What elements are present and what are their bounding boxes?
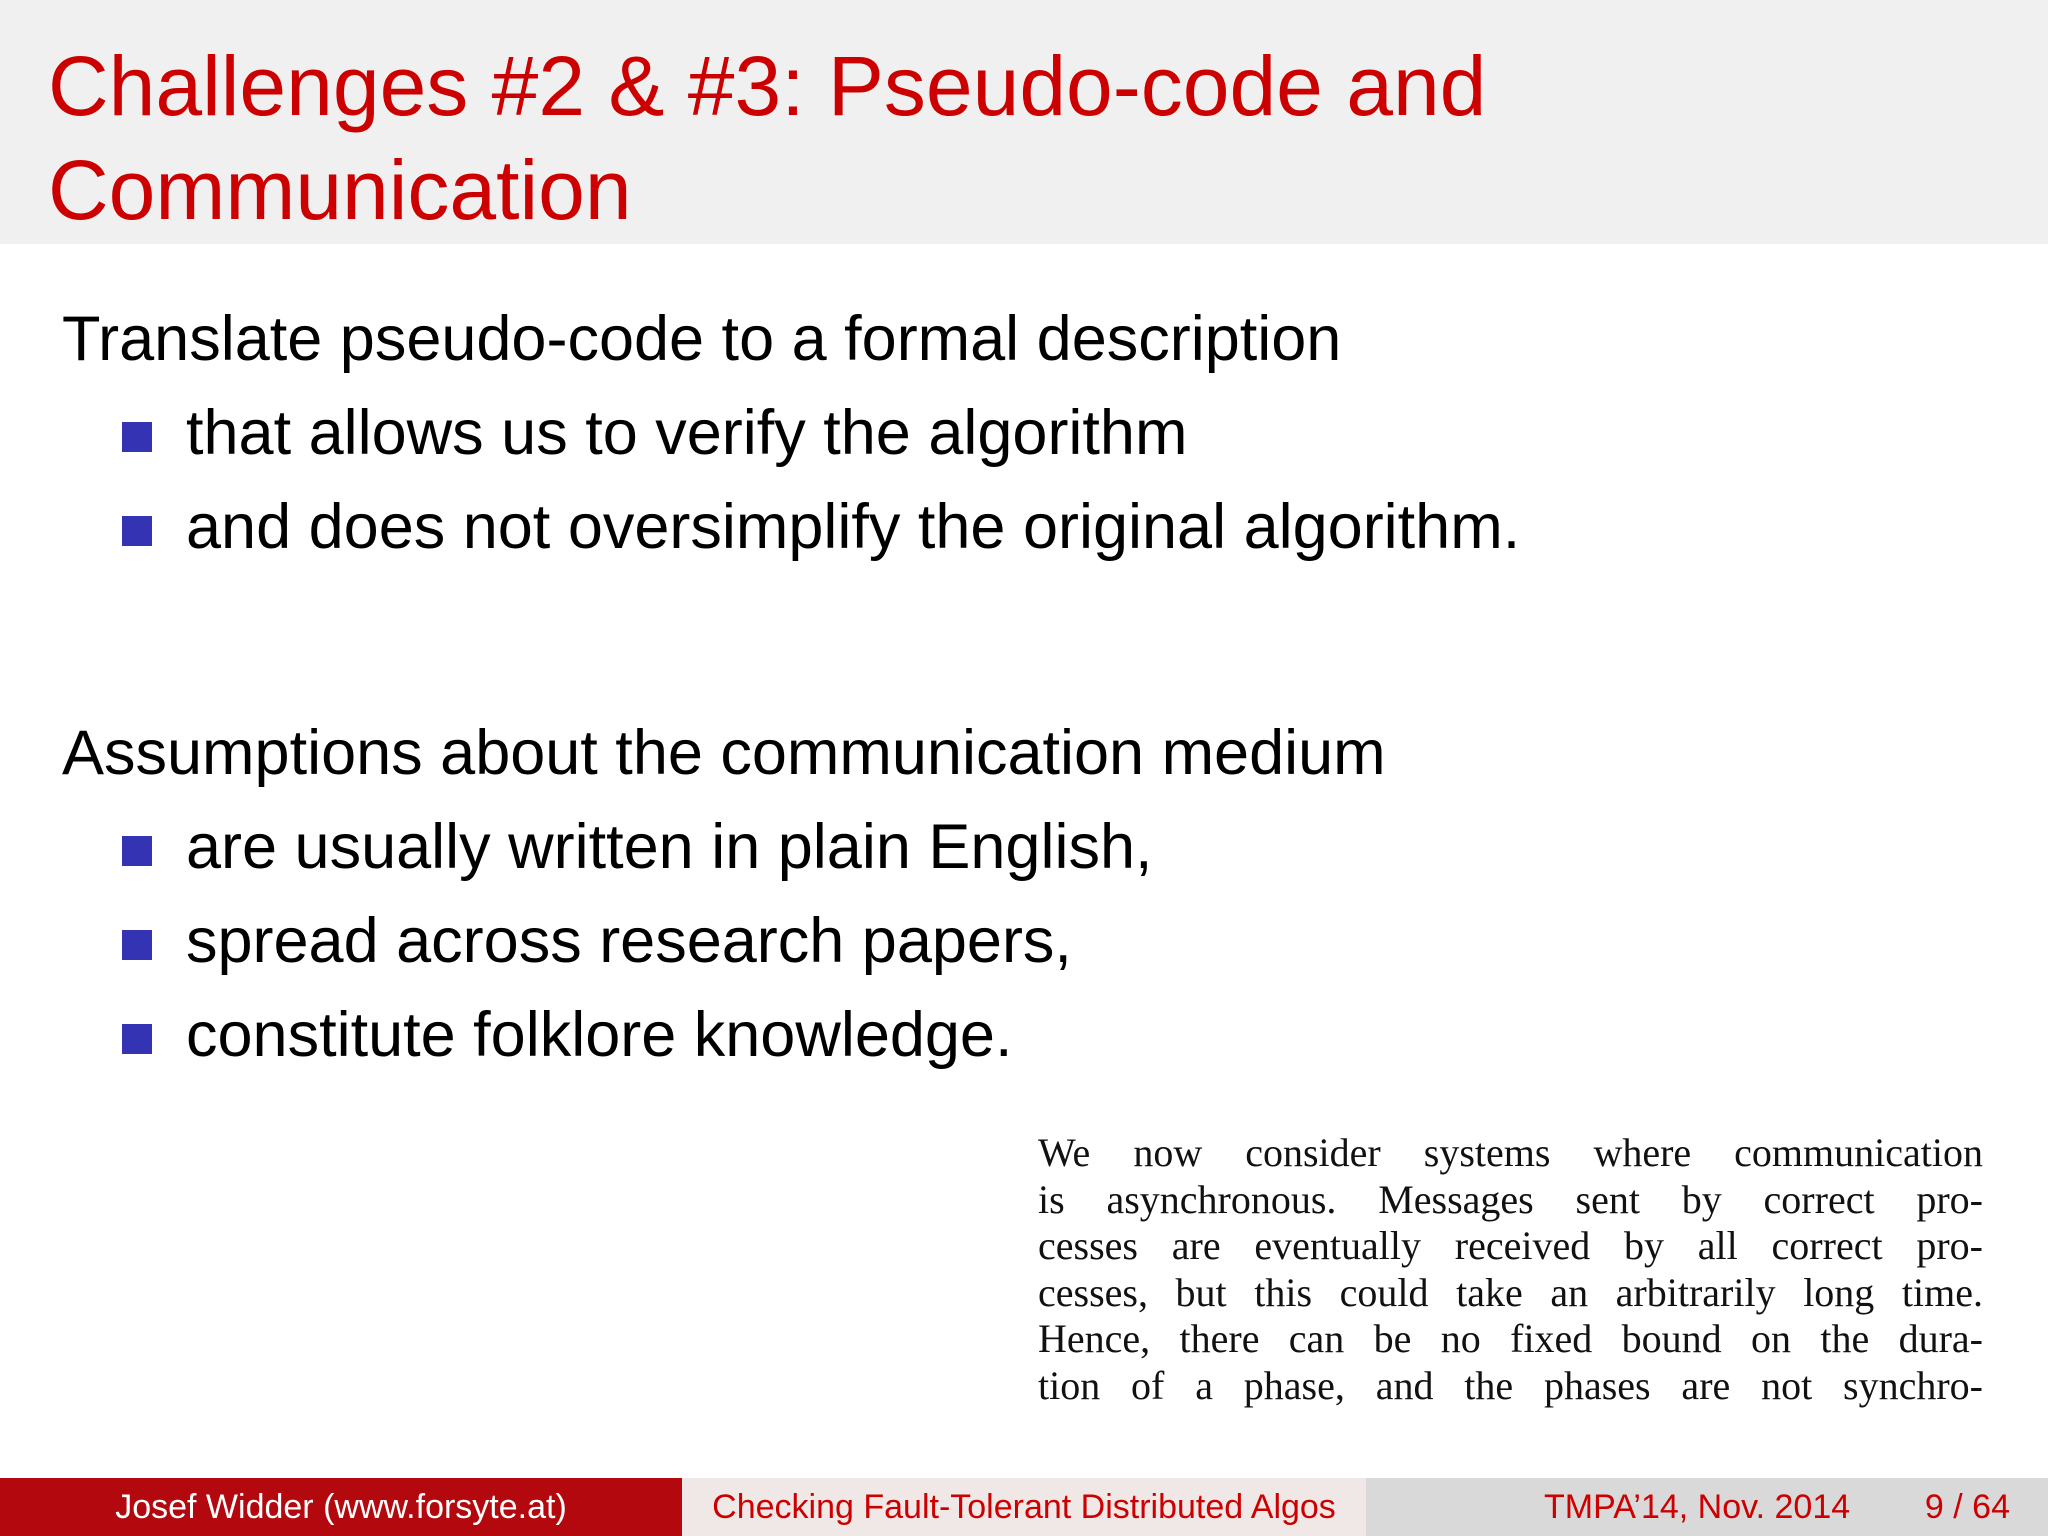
excerpt-line: We now consider systems where communication <box>1038 1130 1983 1175</box>
list-item-text: are usually written in plain English, <box>186 812 1153 882</box>
footer-right <box>1366 1478 2048 1536</box>
section-pseudo-code <box>62 304 1962 586</box>
list-item-text: spread across research papers, <box>186 906 1072 976</box>
section-communication <box>62 718 1962 1094</box>
section-heading: Assumptions about the communication medium <box>62 718 1386 788</box>
footer-conference: TMPA’14, Nov. 2014 <box>1544 1488 1851 1526</box>
list-item-text: constitute folklore knowledge. <box>186 1000 1013 1070</box>
excerpt-line: cesses are eventually received by all correct pro- <box>1038 1223 1983 1268</box>
bullet-list <box>62 812 1962 1094</box>
square-bullet-icon <box>122 930 152 960</box>
excerpt-line: tion of a phase, and the phases are not synchro- <box>1038 1362 1983 1408</box>
title-bar <box>0 0 2048 244</box>
excerpt-line: cesses, but this could take an arbitrarily long time. <box>1038 1269 1983 1315</box>
square-bullet-icon <box>122 422 152 452</box>
section-heading: Translate pseudo-code to a formal description <box>62 304 1342 374</box>
footer-author: Josef Widder (www.forsyte.at) <box>0 1478 682 1536</box>
footer-short-title: Checking Fault-Tolerant Distributed Algos <box>682 1478 1366 1536</box>
paper-excerpt <box>1038 1130 1983 1409</box>
slide-title: Challenges #2 & #3: Pseudo-code and Communication <box>48 39 1487 237</box>
square-bullet-icon <box>122 516 152 546</box>
list-item-text: and does not oversimplify the original algorithm. <box>186 492 1521 562</box>
list-item <box>62 492 1962 586</box>
excerpt-line: is asynchronous. Messages sent by correct pro- <box>1038 1176 1983 1222</box>
bullet-list <box>62 398 1962 586</box>
square-bullet-icon <box>122 836 152 866</box>
footer-page-number: 9 / 64 <box>1924 1488 2010 1526</box>
excerpt-line: Hence, there can be no fixed bound on the dura- <box>1038 1316 1983 1361</box>
list-item <box>62 1000 1962 1094</box>
square-bullet-icon <box>122 1024 152 1054</box>
list-item-text: that allows us to verify the algorithm <box>186 398 1188 468</box>
list-item <box>62 398 1962 492</box>
slide-footer <box>0 1478 2048 1536</box>
list-item <box>62 812 1962 906</box>
list-item <box>62 906 1962 1000</box>
